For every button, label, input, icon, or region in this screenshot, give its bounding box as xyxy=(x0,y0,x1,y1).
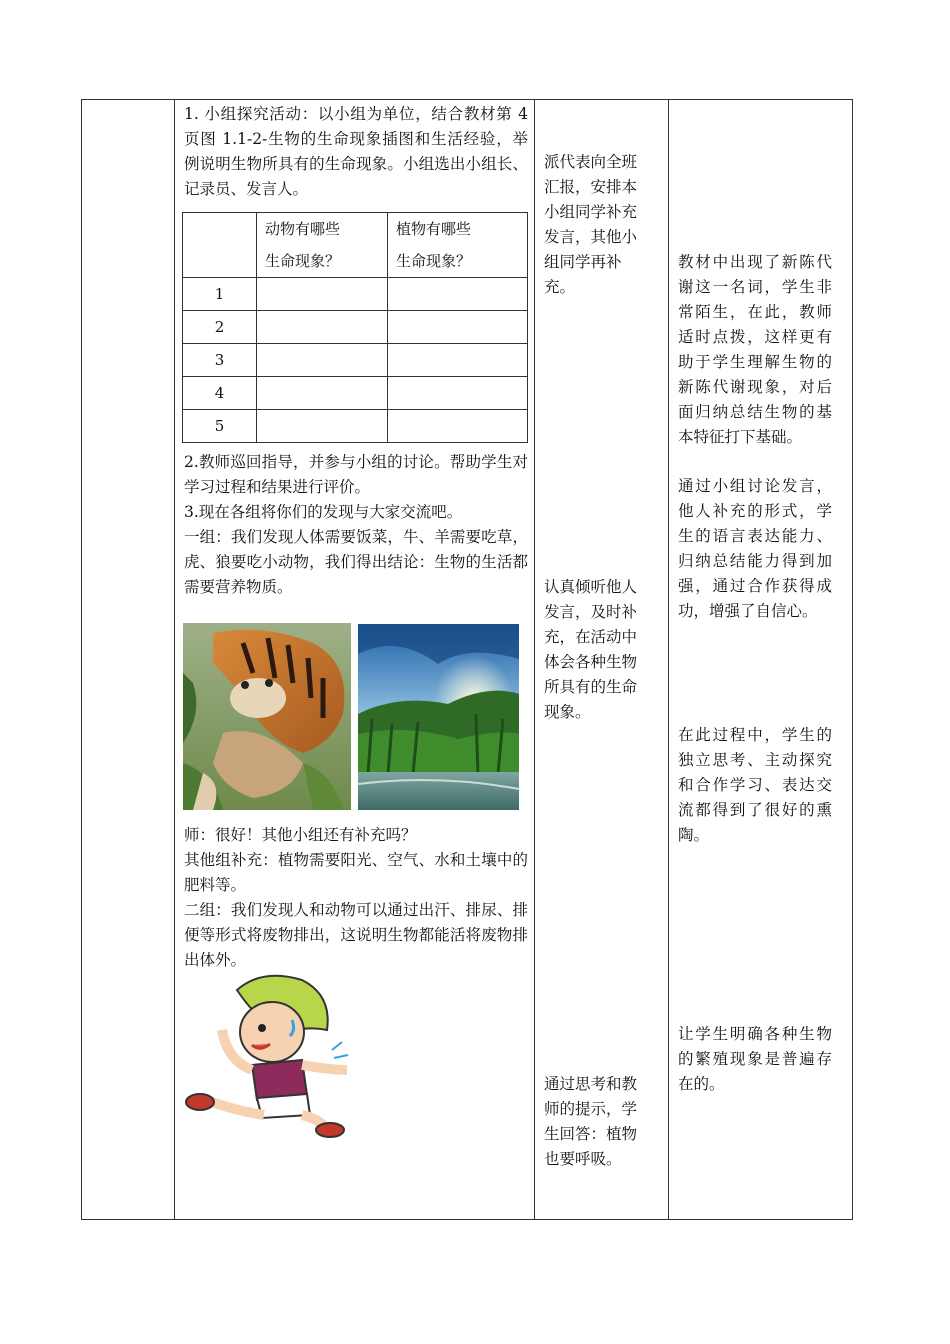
others-text: 其他组补充：植物需要阳光、空气、水和土壤中的肥料等。 xyxy=(184,851,528,894)
header-animals xyxy=(257,213,388,278)
table-cell xyxy=(257,377,388,410)
landscape-photo xyxy=(358,624,519,810)
student-text-2: 认真倾听他人发言，及时补充，在活动中体会各种生物所具有的生命现象。 xyxy=(544,578,638,721)
record-table xyxy=(182,212,528,443)
table-cell xyxy=(257,278,388,311)
group1-text: 一组：我们发现人体需要饭菜，牛、羊需要吃草，虎、狼要吃小动物，我们得出结论：生物的生活都需要营养物质。 xyxy=(184,528,528,596)
table-cell xyxy=(257,344,388,377)
table-cell xyxy=(388,344,528,377)
step1-text: 1. 小组探究活动：以小组为单位，结合教材第 4 页图 1.1-2-生物的生命现象插图和生活经验，举例说明生物所具有的生命现象。小组选出小组长、记录员、发言人。 xyxy=(184,105,528,198)
row-number: 4 xyxy=(183,377,257,410)
intent-text-4: 让学生明确各种生物的繁殖现象是普遍存在的。 xyxy=(678,1025,832,1093)
discussion-block xyxy=(184,823,528,973)
steps-block xyxy=(184,450,528,600)
student-text-3: 通过思考和教师的提示，学生回答：植物也要呼吸。 xyxy=(544,1075,638,1168)
group2-text: 二组：我们发现人和动物可以通过出汗、排尿、排便等形式将废物排出，这说明生物都能活将废物排出体外。 xyxy=(184,901,528,969)
table-cell xyxy=(388,377,528,410)
row-number: 1 xyxy=(183,278,257,311)
header-animals-line2: 生命现象？ xyxy=(265,252,341,270)
table-cell xyxy=(257,410,388,443)
student-text-1: 派代表向全班汇报，安排本小组同学补充发言，其他小组同学再补充。 xyxy=(544,153,638,296)
table-cell xyxy=(257,311,388,344)
header-plants-line1: 植物有哪些 xyxy=(396,220,472,238)
row-number: 5 xyxy=(183,410,257,443)
table-cell xyxy=(388,311,528,344)
table-corner-cell xyxy=(183,213,257,278)
running-boy-cartoon xyxy=(182,970,360,1138)
header-animals-line1: 动物有哪些 xyxy=(265,220,341,238)
step3-text: 3.现在各组将你们的发现与大家交流吧。 xyxy=(184,503,463,521)
step2-text: 2.教师巡回指导，并参与小组的讨论。帮助学生对学习过程和结果进行评价。 xyxy=(184,453,528,496)
row-number: 2 xyxy=(183,311,257,344)
header-plants-line2: 生命现象？ xyxy=(396,252,472,270)
column-divider xyxy=(174,99,175,1220)
intent-text-3: 在此过程中，学生的独立思考、主动探究和合作学习、表达交流都得到了很好的熏陶。 xyxy=(678,726,832,844)
tiger-photo xyxy=(183,623,351,810)
row-number: 3 xyxy=(183,344,257,377)
intent-text-1: 教材中出现了新陈代谢这一名词，学生非常陌生，在此，教师适时点拨，这样更有助于学生理解生物的新陈代谢现象，对后面归纳总结生物的基本特征打下基础。 xyxy=(678,253,832,446)
table-cell xyxy=(388,410,528,443)
column-divider xyxy=(668,99,669,1220)
teacher-text: 师：很好！其他小组还有补充吗？ xyxy=(184,826,417,844)
header-plants xyxy=(388,213,528,278)
intent-text-2: 通过小组讨论发言，他人补充的形式，学生的语言表达能力、归纳总结能力得到加强，通过合作获得成功，增强了自信心。 xyxy=(678,477,832,620)
column-divider xyxy=(534,99,535,1220)
table-cell xyxy=(388,278,528,311)
